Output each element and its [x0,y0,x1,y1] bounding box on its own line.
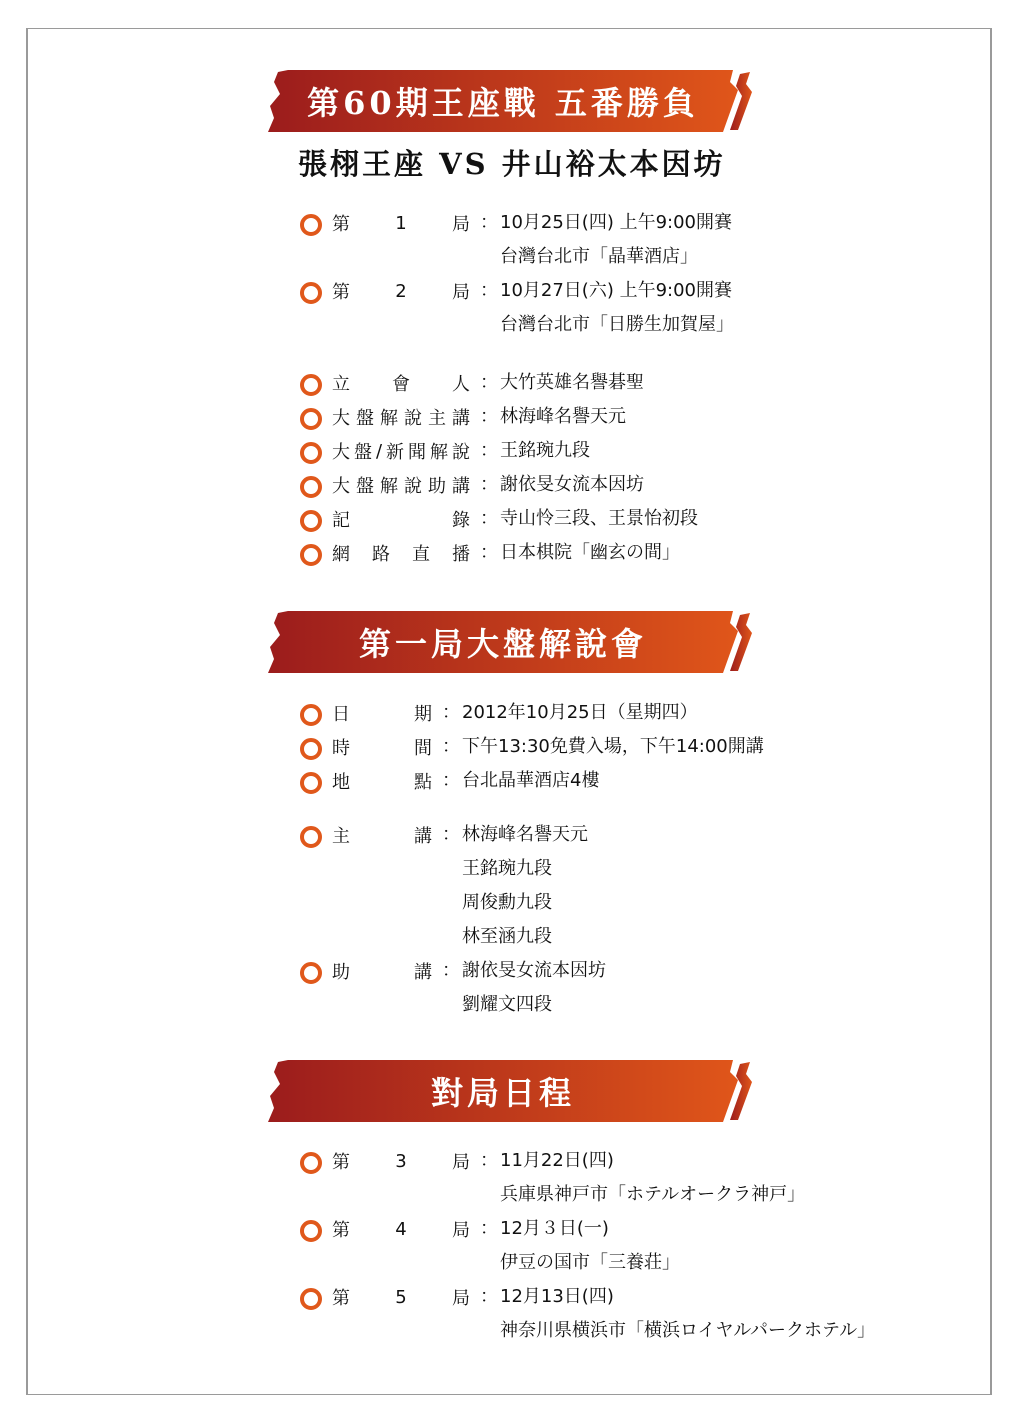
colon-separator: ： [480,1150,498,1171]
row-value-continued: 兵庫県神戸市「ホテルオークラ神戸」 [500,1184,806,1205]
label-char: 網 [332,544,350,565]
label-char: 期 [414,704,432,725]
label-char: 局 [451,1220,470,1241]
label-char: 說 [404,476,422,497]
label-char: 直 [412,544,430,565]
label-char: 記 [332,510,350,531]
label-char: 講 [414,826,432,847]
label-char: 新 [386,442,405,463]
colon-separator: ： [480,508,498,529]
row-value-continued: 台灣台北市「日勝生加賀屋」 [500,314,734,335]
section-banner [268,1060,768,1122]
bullet-icon [300,1288,322,1310]
row-value-continued: 伊豆の国市「三養荘」 [500,1252,680,1273]
row-label [332,538,470,568]
matchup-title: 張栩王座 VS 井山裕太本因坊 [298,147,726,181]
label-char: 2 [395,280,407,302]
colon-separator: ： [480,1218,498,1239]
row-value: 日本棋院「幽玄の間」 [500,542,680,563]
row-label [332,1214,470,1244]
label-char: 聞 [408,442,427,463]
colon-separator: ： [442,736,460,757]
label-char: 局 [451,214,470,235]
label-char: 說 [404,408,422,429]
row-value: 林海峰名譽天元 [500,406,626,427]
row-label [332,402,470,432]
banner-title: 第一局大盤解說會 [358,625,647,663]
bullet-icon [300,282,322,304]
label-char: 盤 [353,442,372,463]
section-banner [268,611,768,673]
bullet-icon [300,772,322,794]
label-char: / [375,440,383,462]
row-value-continued: 台灣台北市「晶華酒店」 [500,246,698,267]
row-value: 2012年10月25日（星期四） [462,702,698,723]
bullet-icon [300,374,322,396]
row-label [332,732,432,762]
colon-separator: ： [442,824,460,845]
colon-separator: ： [480,440,498,461]
bullet-icon [300,1152,322,1174]
label-char: 會 [392,374,410,395]
label-char: 第 [332,214,350,235]
label-char: 解 [380,408,398,429]
label-char: 間 [414,738,432,759]
banner-title: 第60期王座戰 五番勝負 [307,84,699,122]
row-value: 12月13日(四) [500,1286,614,1307]
row-value-continued: 劉耀文四段 [462,994,552,1015]
label-char: 局 [451,1152,470,1173]
label-char: 錄 [452,510,470,531]
label-char: 大 [332,408,350,429]
row-value-continued: 林至涵九段 [462,926,552,947]
row-value: 寺山怜三段、王景怡初段 [500,508,698,529]
label-char: 大 [332,476,350,497]
label-char: 局 [451,282,470,303]
colon-separator: ： [442,702,460,723]
label-char: 人 [452,374,470,395]
bullet-icon [300,408,322,430]
label-char: 助 [428,476,446,497]
row-value: 下午13:30免費入場，下午14:00開講 [462,736,764,757]
label-char: 主 [332,826,350,847]
colon-separator: ： [442,770,460,791]
label-char: 盤 [356,408,374,429]
row-label [332,766,432,796]
colon-separator: ： [480,212,498,233]
row-value: 謝依旻女流本因坊 [462,960,606,981]
label-char: 局 [451,1288,470,1309]
section-banner [268,70,768,132]
row-value: 王銘琬九段 [500,440,590,461]
row-label [332,820,432,850]
bullet-icon [300,544,322,566]
label-char: 點 [414,772,432,793]
colon-separator: ： [480,474,498,495]
label-char: 大 [332,442,350,463]
row-value-continued: 王銘琬九段 [462,858,552,879]
label-char: 路 [372,544,390,565]
label-char: 第 [332,282,350,303]
row-label [332,504,470,534]
label-char: 地 [332,772,350,793]
colon-separator: ： [480,372,498,393]
row-value: 謝依旻女流本因坊 [500,474,644,495]
label-char: 5 [395,1286,407,1308]
label-char: 主 [428,408,446,429]
row-value: 10月27日(六) 上午9:00開賽 [500,280,732,301]
bullet-icon [300,476,322,498]
row-label [332,368,470,398]
row-label [332,276,470,306]
colon-separator: ： [480,280,498,301]
colon-separator: ： [480,1286,498,1307]
row-label [332,208,470,238]
label-char: 第 [332,1288,350,1309]
row-value: 台北晶華酒店4樓 [462,770,600,791]
label-char: 立 [332,374,350,395]
colon-separator: ： [442,960,460,981]
label-char: 助 [332,962,350,983]
bullet-icon [300,962,322,984]
row-value: 11月22日(四) [500,1150,614,1171]
label-char: 盤 [356,476,374,497]
row-label [332,698,432,728]
row-value-continued: 周俊勳九段 [462,892,552,913]
bullet-icon [300,704,322,726]
label-char: 講 [452,476,470,497]
label-char: 說 [451,442,470,463]
label-char: 第 [332,1220,350,1241]
label-char: 播 [452,544,470,565]
row-value: 大竹英雄名譽碁聖 [500,372,644,393]
bullet-icon [300,738,322,760]
row-label [332,956,432,986]
label-char: 解 [430,442,448,463]
colon-separator: ： [480,542,498,563]
bullet-icon [300,510,322,532]
label-char: 第 [332,1152,350,1173]
label-char: 講 [414,962,432,983]
colon-separator: ： [480,406,498,427]
row-value: 林海峰名譽天元 [462,824,588,845]
label-char: 3 [395,1150,407,1172]
row-label [332,1146,470,1176]
label-char: 1 [395,212,407,234]
row-value-continued: 神奈川県横浜市「横浜ロイヤルパークホテル」 [500,1320,876,1341]
label-char: 日 [332,704,350,725]
bullet-icon [300,442,322,464]
label-char: 4 [395,1218,407,1240]
banner-title: 對局日程 [430,1074,575,1112]
bullet-icon [300,1220,322,1242]
row-value: 10月25日(四) 上午9:00開賽 [500,212,732,233]
label-char: 解 [380,476,398,497]
bullet-icon [300,214,322,236]
row-value: 12月３日(一) [500,1218,609,1239]
label-char: 講 [452,408,470,429]
row-label [332,470,470,500]
row-label [332,1282,470,1312]
bullet-icon [300,826,322,848]
label-char: 時 [332,738,350,759]
row-label [332,436,470,466]
